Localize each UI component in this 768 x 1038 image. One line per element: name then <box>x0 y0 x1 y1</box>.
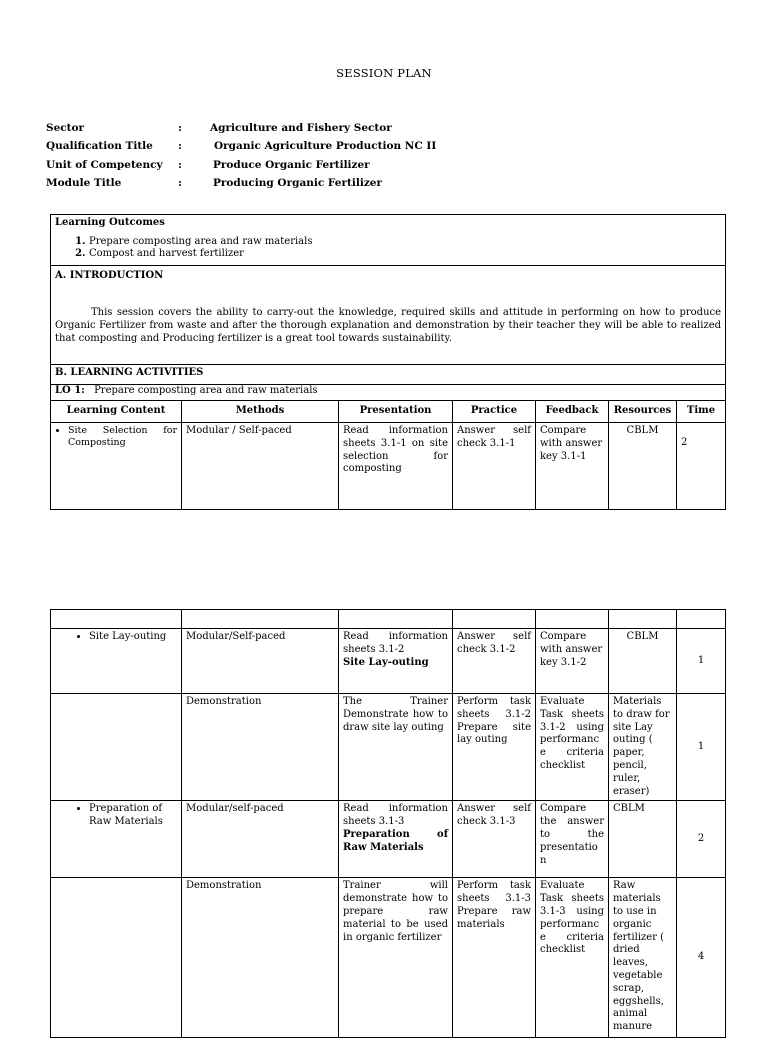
blank-cell <box>182 610 339 629</box>
meta-value: Agriculture and Fishery Sector <box>210 122 392 134</box>
resources-cell: CBLM <box>609 423 677 510</box>
resources-cell: Materials to draw for site Lay outing ( paper, pencil, ruler, eraser) <box>609 694 677 801</box>
time-cell: 4 <box>677 878 726 1038</box>
feedback-cell: Compare the answer to the presentatio n <box>536 801 609 878</box>
feedback-cell: Compare with answer key 3.1-1 <box>536 423 609 510</box>
presentation-text: Read information sheets 3.1-2 <box>343 631 448 655</box>
learning-content-cell <box>51 801 182 878</box>
presentation-cell <box>339 801 453 878</box>
meta-value: Producing Organic Fertilizer <box>213 177 382 189</box>
blank-cell <box>453 610 536 629</box>
table-row <box>51 878 726 1038</box>
learning-content-cell <box>51 629 182 694</box>
practice-cell: Answer self check 3.1-2 <box>453 629 536 694</box>
time-cell: 2 <box>677 801 726 878</box>
feedback-cell: Evaluate Task sheets 3.1-3 using performanc e criteria checklist <box>536 878 609 1038</box>
blank-cell <box>677 610 726 629</box>
column-header: Feedback <box>536 401 609 423</box>
introduction-text: This session covers the ability to carry-out the knowledge, required skills and attitude in performing on how to produce Organic Fertilizer from waste and after the thorough explanation and demonstration by their teacher they will be able to realized that composting and Producing fertilizer is a great tool towards sustainability. <box>55 306 722 344</box>
meta-sep: : <box>178 140 182 152</box>
learning-content-cell <box>51 878 182 1038</box>
resources-cell: CBLM <box>609 629 677 694</box>
introduction-row <box>51 266 726 365</box>
column-header: Resources <box>609 401 677 423</box>
blank-cell <box>339 610 453 629</box>
method-cell: Modular / Self-paced <box>182 423 339 510</box>
learning-outcomes-list <box>55 236 721 260</box>
learning-activities-row <box>51 365 726 385</box>
presentation-cell: The Trainer Demonstrate how to draw site lay outing <box>339 694 453 801</box>
presentation-topic: Preparation of Raw Materials <box>343 828 448 853</box>
blank-header-row <box>51 610 726 629</box>
column-header: Presentation <box>339 401 453 423</box>
feedback-cell: Compare with answer key 3.1-2 <box>536 629 609 694</box>
learning-content-list <box>55 425 177 449</box>
lo1-row <box>51 385 726 401</box>
meta-value: Produce Organic Fertilizer <box>213 159 370 171</box>
resources-cell: CBLM <box>609 801 677 878</box>
practice-cell: Answer self check 3.1-3 <box>453 801 536 878</box>
column-header: Time <box>677 401 726 423</box>
blank-cell <box>609 610 677 629</box>
presentation-cell: Read information sheets 3.1-1 on site selection for composting <box>339 423 453 510</box>
introduction-cell <box>51 266 726 365</box>
method-cell: Modular/Self-paced <box>182 629 339 694</box>
learning-content-item: • Site Selection for Composting <box>68 425 177 449</box>
learning-content-item: • Site Lay-outing <box>89 631 177 644</box>
lo1-text: Prepare composting area and raw materials <box>94 385 318 396</box>
learning-outcomes-row <box>51 215 726 266</box>
presentation-text: Read information sheets 3.1-3 <box>343 803 448 828</box>
meta-key: Qualification Title <box>46 140 153 152</box>
time-cell: 1 <box>677 629 726 694</box>
meta-sep: : <box>178 159 182 171</box>
method-cell: Demonstration <box>182 694 339 801</box>
time-cell: 1 <box>677 694 726 801</box>
session-plan-table <box>50 214 726 510</box>
column-header: Methods <box>182 401 339 423</box>
method-cell: Demonstration <box>182 878 339 1038</box>
method-cell: Modular/self-paced <box>182 801 339 878</box>
learning-content-cell <box>51 423 182 510</box>
learning-outcome-item: 1. Prepare composting area and raw materials <box>89 236 721 248</box>
resources-cell: Raw materials to use in organic fertilizer ( dried leaves, vegetable scrap, eggshells, animal manure <box>609 878 677 1038</box>
learning-content-item: • Preparation of Raw Materials <box>89 803 177 829</box>
learning-outcome-item: 2. Compost and harvest fertilizer <box>89 248 721 260</box>
session-plan-table-continued <box>50 609 726 1038</box>
meta-sep: : <box>178 177 182 189</box>
meta-key: Sector <box>46 122 85 134</box>
introduction-heading: A. INTRODUCTION <box>55 270 164 281</box>
time-cell: 2 <box>677 423 726 510</box>
column-header: Learning Content <box>51 401 182 423</box>
lo1-label: LO 1: <box>55 385 85 396</box>
lo1-cell <box>51 385 726 401</box>
table-header-row <box>51 401 726 423</box>
meta-key: Module Title <box>46 177 122 189</box>
learning-activities-heading: B. LEARNING ACTIVITIES <box>51 365 726 385</box>
learning-outcomes-cell <box>51 215 726 266</box>
learning-content-cell <box>51 694 182 801</box>
blank-cell <box>51 610 182 629</box>
meta-sep: : <box>178 122 182 134</box>
practice-cell: Perform task sheets 3.1-3 Prepare raw materials <box>453 878 536 1038</box>
practice-cell: Answer self check 3.1-1 <box>453 423 536 510</box>
table-row <box>51 801 726 878</box>
learning-content-list <box>55 803 177 829</box>
table-row <box>51 694 726 801</box>
learning-content-list <box>55 631 177 644</box>
practice-cell: Perform task sheets 3.1-2 Prepare site lay outing <box>453 694 536 801</box>
meta-key: Unit of Competency <box>46 159 163 171</box>
presentation-topic: Site Lay-outing <box>343 656 429 668</box>
blank-cell <box>536 610 609 629</box>
column-header: Practice <box>453 401 536 423</box>
table-row <box>51 423 726 510</box>
presentation-cell: Trainer will demonstrate how to prepare raw material to be used in organic fertilizer <box>339 878 453 1038</box>
meta-value: Organic Agriculture Production NC II <box>214 140 437 152</box>
presentation-cell <box>339 629 453 694</box>
document-title: SESSION PLAN <box>336 66 432 80</box>
learning-outcomes-heading: Learning Outcomes <box>55 217 165 228</box>
table-row <box>51 629 726 694</box>
feedback-cell: Evaluate Task sheets 3.1-2 using performanc e criteria checklist <box>536 694 609 801</box>
